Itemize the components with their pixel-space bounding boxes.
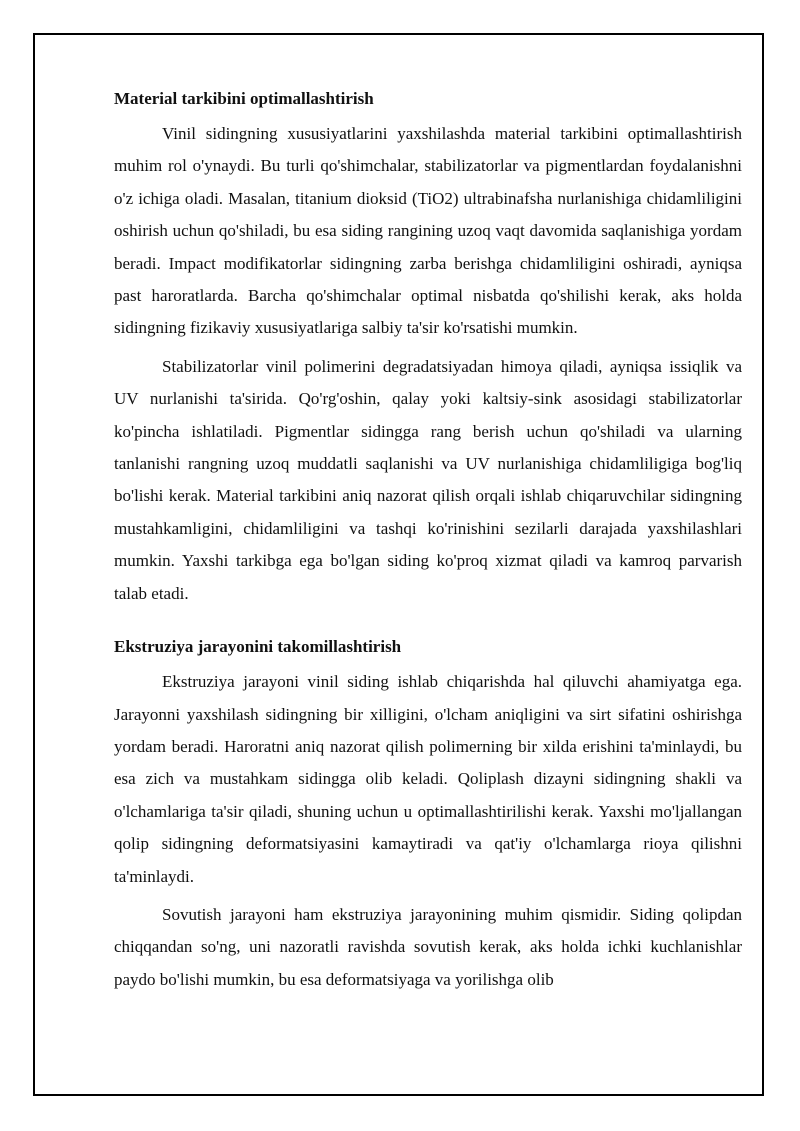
paragraph: Stabilizatorlar vinil polimerini degradatsiyadan himoya qiladi, ayniqsa issiqlik va UV nurlanishi ta'sirida. Qo'rg'oshin, qalay yoki kaltsiy-sink asosidagi stabilizatorlar ko'pincha ishlatiladi. Pigmentlar sidingga rang berish uchun qo'shiladi va ularning tanlanishi rangning uzoq muddatli saqlanishi va UV nurlanishiga chidamliligiga bog'liq bo'lishi kerak. Material tarkibini aniq nazorat qilish orqali ishlab chiqaruvchilar sidingning mustahkamligini, chidamliligini va tashqi ko'rinishini sezilarli darajada yaxshilashlari mumkin. Yaxshi tarkibga ega bo'lgan siding ko'proq xizmat qiladi va kamroq parvarish talab etadi. [114, 356, 742, 603]
paragraph: Sovutish jarayoni ham ekstruziya jarayonining muhim qismidir. Siding qolipdan chiqqandan so'ng, uni nazoratli ravishda sovutish kerak, aks holda ichki kuchlanishlar paydo bo'lishi mumkin, bu esa deformatsiyaga va yorilishga olib [114, 904, 742, 989]
paragraph: Vinil sidingning xususiyatlarini yaxshilashda material tarkibini optimallashtirish muhim rol o'ynaydi. Bu turli qo'shimchalar, stabilizatorlar va pigmentlardan foydalanishni o'z ichiga oladi. Masalan, titanium dioksid (TiO2) ultrabinafsha nurlanishiga chidamliligini oshirish uchun qo'shiladi, bu esa siding rangining uzoq vaqt davomida saqlanishiga yordam beradi. Impact modifikatorlar sidingning zarba berishga chidamliligini oshiradi, ayniqsa past haroratlarda. Barcha qo'shimchalar optimal nisbatda qo'shilishi kerak, aks holda sidingning fizikaviy xususiyatlariga salbiy ta'sir ko'rsatishi mumkin. [114, 124, 742, 338]
paragraph: Ekstruziya jarayoni vinil siding ishlab chiqarishda hal qiluvchi ahamiyatga ega. Jarayonni yaxshilash sidingning bir xilligini, o'lcham aniqligini va sirt sifatini oshirishga yordam beradi. Haroratni aniq nazorat qilish polimerning bir xilda erishini ta'minlaydi, bu esa zich va mustahkam sidingga olib keladi. Qoliplash dizayni sidingning shakli va o'lchamlariga ta'sir qiladi, shuning uchun u optimallashtirilishi kerak. Yaxshi mo'ljallangan qolip sidingning deformatsiyasini kamaytiradi va qat'iy o'lchamlarga rioya qilishni ta'minlaydi. [114, 672, 742, 886]
document-body [114, 86, 742, 1002]
section-heading-material: Material tarkibini optimallashtirish [114, 89, 374, 108]
section-heading-extrusion: Ekstruziya jarayonini takomillashtirish [114, 637, 402, 657]
